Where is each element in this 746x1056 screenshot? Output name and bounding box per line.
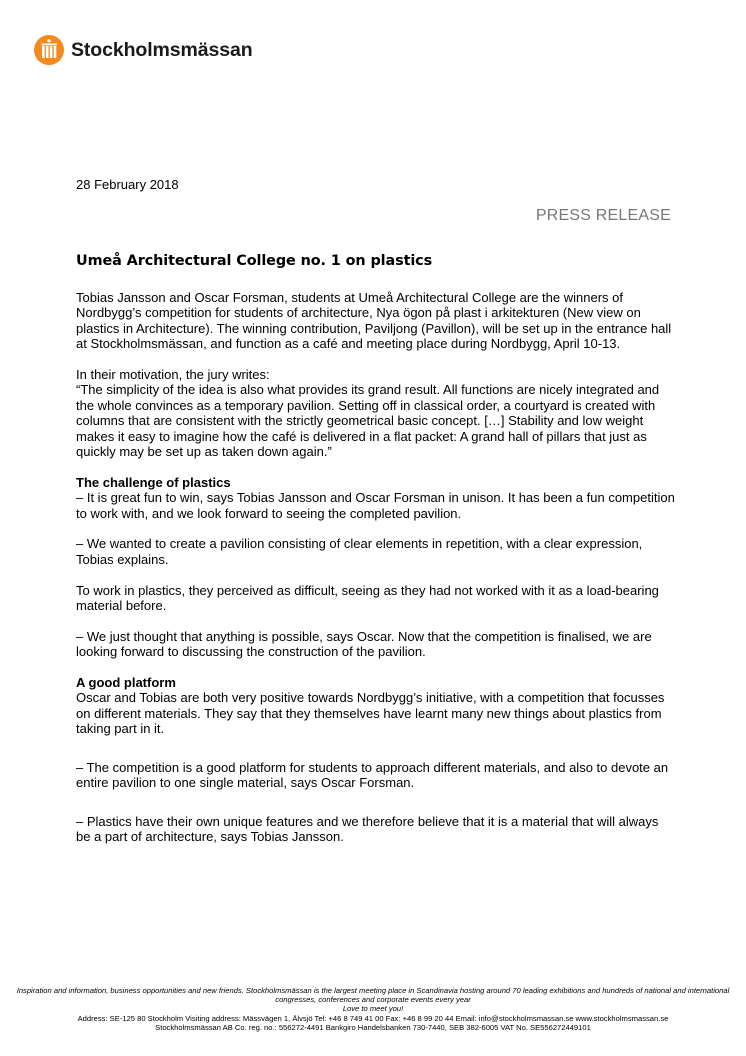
paragraph-jury <box>76 367 676 459</box>
page-footer <box>0 986 746 1032</box>
brand-logo <box>34 35 253 65</box>
footer-tagline: Inspiration and information, business opportunities and new friends. Stockholmsmässan is the largest meeting place in Scandinavia hosting around 70 leading exhibitions and hundreds of national and international congresses, conferences and corporate events every year <box>16 986 730 1005</box>
paragraph: – The competition is a good platform for students to approach different materials, and also to devote an entire pavilion to one single material, says Oscar Forsman. <box>76 759 669 791</box>
release-date: 28 February 2018 <box>76 177 179 192</box>
press-release-label: PRESS RELEASE <box>535 207 671 224</box>
footer-company: Stockholmsmässan AB Co. reg. no.: 556272-4491 Bankgiro Handelsbanken 730-7440, SEB 382-6005 VAT No. SE556272449101 <box>155 1022 591 1032</box>
paragraph-intro: Tobias Jansson and Oscar Forsman, students at Umeå Architectural College are the winners of Nordbygg’s competition for students of architecture, Nya ögon på plast i arkitekturen (New view on plastics in Architecture). The winning contribution, Paviljong (Pavillon), will be set up in the entrance hall at Stockholmsmässan, and function as a café and meeting place during Nordbygg, April 10-13. <box>76 290 672 352</box>
brand-name: Stockholmsmässan <box>71 38 253 61</box>
paragraph: – It is great fun to win, says Tobias Jansson and Oscar Forsman in unison. It has been a fun competition to work with, and we look forward to seeing the completed pavilion. <box>76 490 675 521</box>
paragraph: To work in plastics, they perceived as difficult, seeing as they had not worked with it as a load-bearing material before. <box>76 582 659 614</box>
section-heading-platform: A good platform <box>76 675 176 691</box>
stockholmsmassan-logo-icon <box>34 35 64 65</box>
document-title: Umeå Architectural College no. 1 on plastics <box>76 253 433 269</box>
section-heading-challenge: The challenge of plastics <box>76 474 231 490</box>
footer-slogan: Love to meet you! <box>342 1004 404 1014</box>
paragraph: – Plastics have their own unique features and we therefore believe that it is a material that will always be a part of architecture, says Tobias Jansson. <box>76 813 659 844</box>
footer-address: Address: SE-125 80 Stockholm Visiting address: Mässvägen 1, Älvsjö Tel: +46 8 749 41 00 Fax: +46 8 99 20 44 Email: info@stockholmsmassan.se www.stockholmsmassan.se <box>77 1013 669 1023</box>
paragraph: – We wanted to create a pavilion consisting of clear elements in repetition, with a clear expression, Tobias explains. <box>76 536 643 567</box>
document-body <box>76 290 676 860</box>
paragraph: – We just thought that anything is possible, says Oscar. Now that the competition is finalised, we are looking forward to discussing the construction of the pavilion. <box>76 628 652 660</box>
jury-intro: In their motivation, the jury writes: <box>76 367 270 383</box>
paragraph: Oscar and Tobias are both very positive towards Nordbygg’s initiative, with a competition that focusses on different materials. They say that they themselves have learnt many new things about plastics from taking part in it. <box>76 690 665 737</box>
jury-quote: “The simplicity of the idea is also what provides its grand result. All functions are nicely integrated and the whole convinces as a temporary pavilion. Setting off in classical order, a courtyard is created with columns that are consistent with the strictly geometrical basic concept. […] Stability and low weight makes it easy to imagine how the café is delivered in a flat packet: A grand hall of pillars that just as quickly may be set up as taken down again.” <box>76 382 660 460</box>
